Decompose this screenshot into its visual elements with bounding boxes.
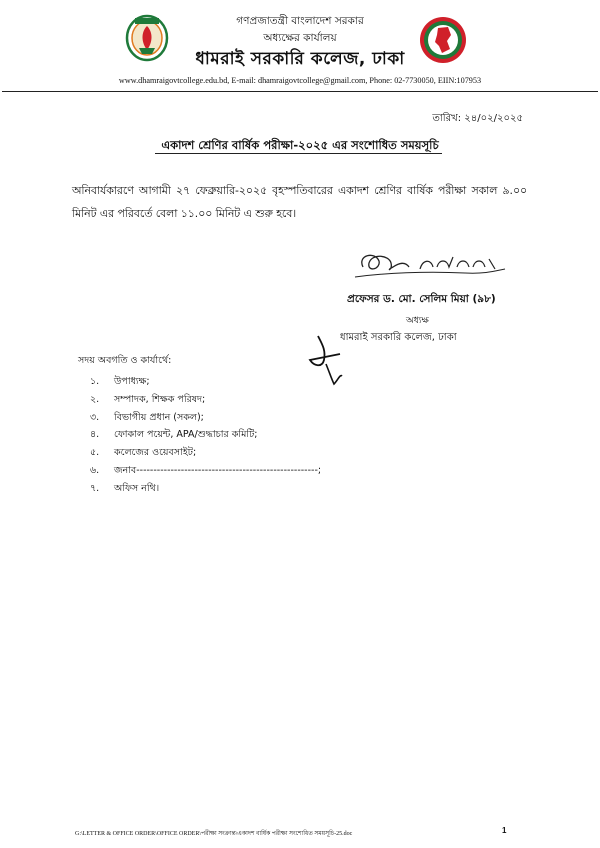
list-item [90, 373, 321, 391]
list-item-number: ৬. [90, 464, 100, 476]
list-item [90, 426, 321, 444]
subject-underline [155, 153, 442, 154]
handwritten-signature [345, 245, 515, 285]
list-item-text: ফোকাল পয়েন্ট, APA/শুদ্ধাচার কমিটি; [114, 429, 258, 441]
list-item-text: উপাধ্যক্ষ; [114, 376, 150, 387]
list-item-number: ৩. [90, 411, 100, 423]
distribution-list [90, 373, 321, 498]
list-item [90, 462, 321, 480]
list-item [90, 391, 321, 409]
government-line: গণপ্রজাতন্ত্রী বাংলাদেশ সরকার [236, 15, 364, 27]
college-title: ধামরাই সরকারি কলেজ, ঢাকা [195, 49, 405, 69]
cc-heading: সদয় অবগতি ও কার্যার্থে: [78, 355, 172, 366]
signer-name: প্রফেসর ড. মো. সেলিম মিয়া (৯৮) [347, 293, 496, 305]
list-item-text: জনাব-----------------------------------------------------; [114, 464, 322, 476]
signer-title: অধ্যক্ষ [406, 316, 429, 326]
list-item-text: অফিস নথি। [114, 482, 160, 494]
list-item-text: সম্পাদক, শিক্ষক পরিষদ; [114, 393, 206, 405]
signer-college: ধামরাই সরকারি কলেজ, ঢাকা [340, 332, 457, 343]
footer-file-path: G:\LETTER & OFFICE ORDER\OFFICE ORDER\পরীক্ষা সংক্রান্ত\একাদশ বার্ষিক পরীক্ষা সংশোধিত সময়সূচি-25.doc [75, 831, 353, 837]
page-number: 1 [502, 826, 507, 835]
list-item [90, 409, 321, 427]
list-item-number: ১. [90, 376, 100, 387]
list-item-text: বিভাগীয় প্রধান (সকল); [114, 411, 204, 423]
contact-line: www.dhamraigovtcollege.edu.bd, E-mail: dhamraigovtcollege@gmail.com, Phone: 02-7730050, EIIN:107953 [118, 76, 482, 85]
subject-heading: একাদশ শ্রেণির বার্ষিক পরীক্ষা-২০২৫ এর সংশোধিত সময়সূচি [161, 138, 439, 152]
list-item-number: ৫. [90, 447, 100, 459]
office-line: অধ্যক্ষের কার্যালয় [263, 32, 337, 44]
date-line: তারিখ: ২৪/০২/২০২৫ [432, 113, 523, 124]
list-item-number: ৪. [90, 429, 100, 441]
body-text: অনিবার্যকারণে আগামী ২৭ ফেব্রুয়ারি-২০২৫ বৃহস্পতিবারের একাদশ শ্রেণির বার্ষিক পরীক্ষা সকাল ৯.০০ মিনিট এর পরিবর্তে বেলা ১১.০০ মিনিট এ শুরু হবে। [72, 184, 527, 220]
list-item-number: ২. [90, 393, 100, 405]
list-item [90, 444, 321, 462]
list-item [90, 480, 321, 498]
header-divider [2, 91, 598, 92]
list-item-number: ৭. [90, 482, 100, 494]
list-item-text: কলেজের ওয়েবসাইট; [114, 447, 197, 459]
